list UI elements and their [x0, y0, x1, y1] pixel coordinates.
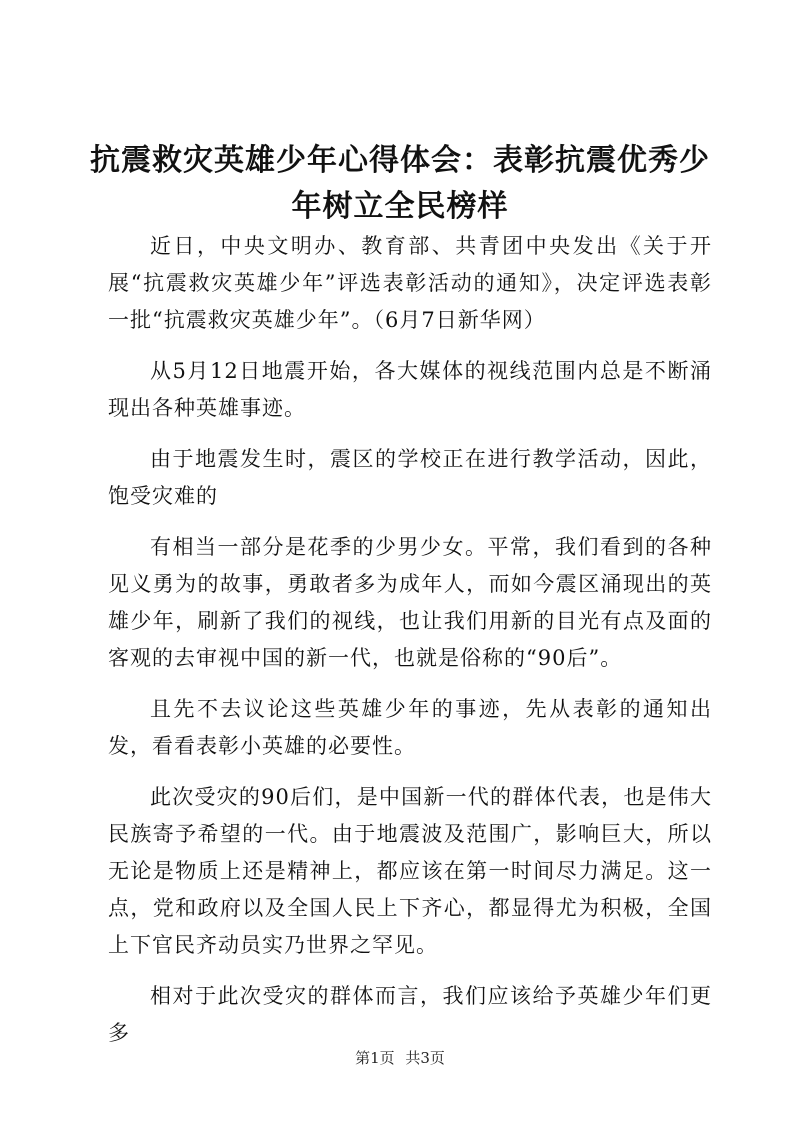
- page-footer: [0, 1048, 800, 1068]
- document-body: [108, 228, 712, 1066]
- document-title: 抗震救灾英雄少年心得体会：表彰抗震优秀少年树立全民榜样: [90, 143, 710, 224]
- paragraph: 近日，中央文明办、教育部、共青团中央发出《关于开展“抗震救灾英雄少年”评选表彰活动的通知》，决定评选表彰一批“抗震救灾英雄少年”。（6月7日新华网）: [108, 234, 712, 332]
- page-number: 第1页: [355, 1049, 395, 1067]
- paragraph: 从5月12日地震开始，各大媒体的视线范围内总是不断涌现出各种英雄事迹。: [108, 359, 712, 420]
- paragraph: 有相当一部分是花季的少男少女。平常，我们看到的各种见义勇为的故事，勇敢者多为成年人，而如今震区涌现出的英雄少年，刷新了我们的视线，也让我们用新的目光有点及面的客观的去审视中国的新一代，也就是俗称的“90后”。: [108, 535, 712, 670]
- paragraph: 此次受灾的90后们，是中国新一代的群体代表，也是伟大民族寄予希望的一代。由于地震波及范围广，影响巨大，所以无论是物质上还是精神上，都应该在第一时间尽力满足。这一点，党和政府以及全国人民上下齐心，都显得尤为积极，全国上下官民齐动员实乃世界之罕见。: [108, 785, 712, 957]
- paragraph: 由于地震发生时，震区的学校正在进行教学活动，因此，饱受灾难的: [108, 447, 712, 508]
- paragraph: 相对于此次受灾的群体而言，我们应该给予英雄少年们更多: [108, 984, 712, 1045]
- page-total: 共3页: [405, 1049, 445, 1067]
- paragraph: 且先不去议论这些英雄少年的事迹，先从表彰的通知出发，看看表彰小英雄的必要性。: [108, 697, 712, 758]
